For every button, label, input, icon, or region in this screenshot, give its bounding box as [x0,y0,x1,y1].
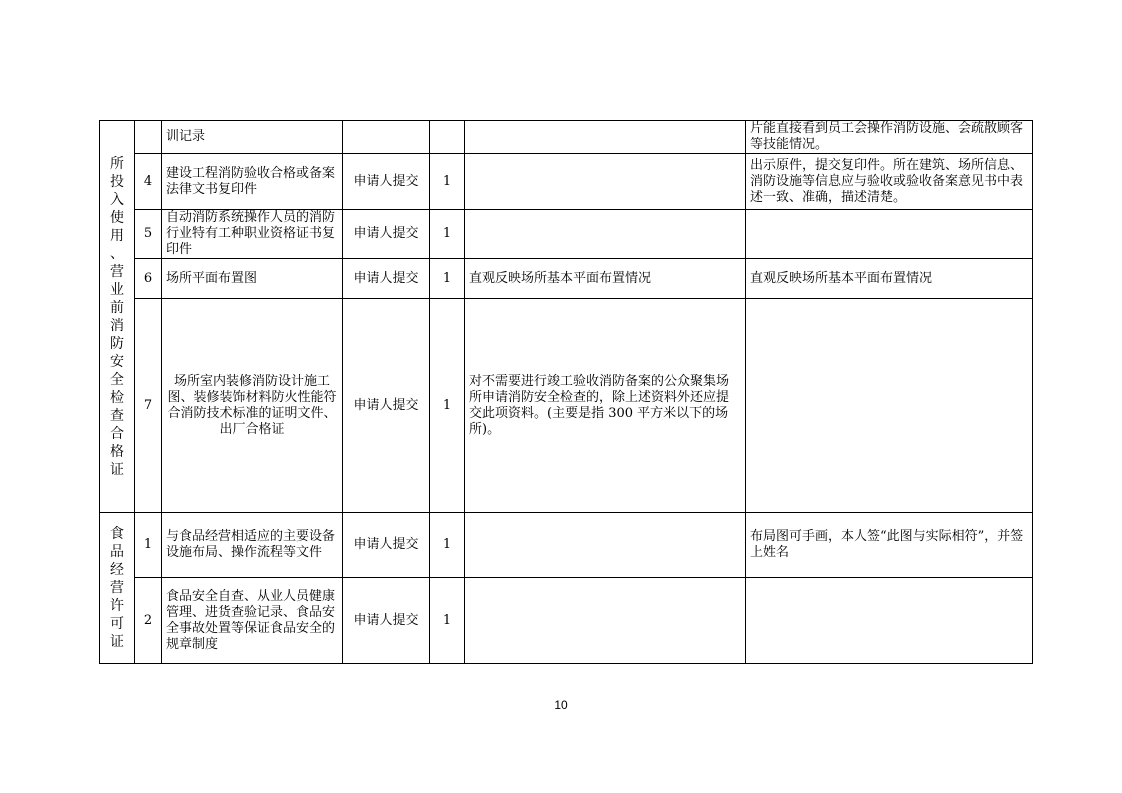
page-number: 10 [554,698,568,712]
submitter: 申请人提交 [343,578,430,664]
submitter: 申请人提交 [343,299,430,513]
table-row [100,121,1033,154]
row-number: 2 [135,578,162,664]
row-number: 1 [135,513,162,578]
submitter [343,121,430,154]
category-cell-food-license: 食 品 经 营 许 可 证 [100,513,135,664]
quantity [430,121,465,154]
criteria: 对不需要进行竣工验收消防备案的公众聚集场所申请消防安全检查的，除上述资料外还应提交此项资料。(主要是指 300 平方米以下的场所)。 [465,299,746,513]
table-row [100,513,1033,578]
row-number: 6 [135,259,162,299]
quantity: 1 [430,259,465,299]
notes: 直观反映场所基本平面布置情况 [746,259,1033,299]
material-name: 自动消防系统操作人员的消防行业特有工种职业资格证书复印件 [162,210,343,259]
table-row [100,578,1033,664]
category-cell-fire-safety: 所 投 入 使 用 、 营 业 前 消 防 安 全 检 查 合 格 证 [100,121,135,513]
row-number: 4 [135,154,162,210]
row-number: 7 [135,299,162,513]
submitter: 申请人提交 [343,210,430,259]
row-number: 5 [135,210,162,259]
table-row [100,259,1033,299]
table-row [100,299,1033,513]
criteria [465,121,746,154]
row-number [135,121,162,154]
notes [746,299,1033,513]
material-name: 训记录 [162,121,343,154]
requirements-table [99,120,1033,664]
quantity: 1 [430,154,465,210]
quantity: 1 [430,299,465,513]
quantity: 1 [430,210,465,259]
criteria: 直观反映场所基本平面布置情况 [465,259,746,299]
criteria [465,154,746,210]
criteria [465,513,746,578]
material-name: 建设工程消防验收合格或备案法律文书复印件 [162,154,343,210]
quantity: 1 [430,513,465,578]
notes [746,578,1033,664]
notes [746,210,1033,259]
material-name: 场所平面布置图 [162,259,343,299]
submitter: 申请人提交 [343,513,430,578]
material-name: 场所室内装修消防设计施工图、装修装饰材料防火性能符合消防技术标准的证明文件、出厂合格证 [162,299,343,513]
material-name: 食品安全自查、从业人员健康管理、进货查验记录、食品安全事故处置等保证食品安全的规章制度 [162,578,343,664]
material-name: 与食品经营相适应的主要设备设施布局、操作流程等文件 [162,513,343,578]
submitter: 申请人提交 [343,259,430,299]
criteria [465,210,746,259]
notes: 出示原件，提交复印件。所在建筑、场所信息、消防设施等信息应与验收或验收备案意见书中表述一致、准确，描述清楚。 [746,154,1033,210]
table-row [100,210,1033,259]
table-row [100,154,1033,210]
quantity: 1 [430,578,465,664]
criteria [465,578,746,664]
notes: 布局图可手画，本人签“此图与实际相符”，并签上姓名 [746,513,1033,578]
notes: 片能直接看到员工会操作消防设施、会疏散顾客等技能情况。 [746,121,1033,154]
submitter: 申请人提交 [343,154,430,210]
